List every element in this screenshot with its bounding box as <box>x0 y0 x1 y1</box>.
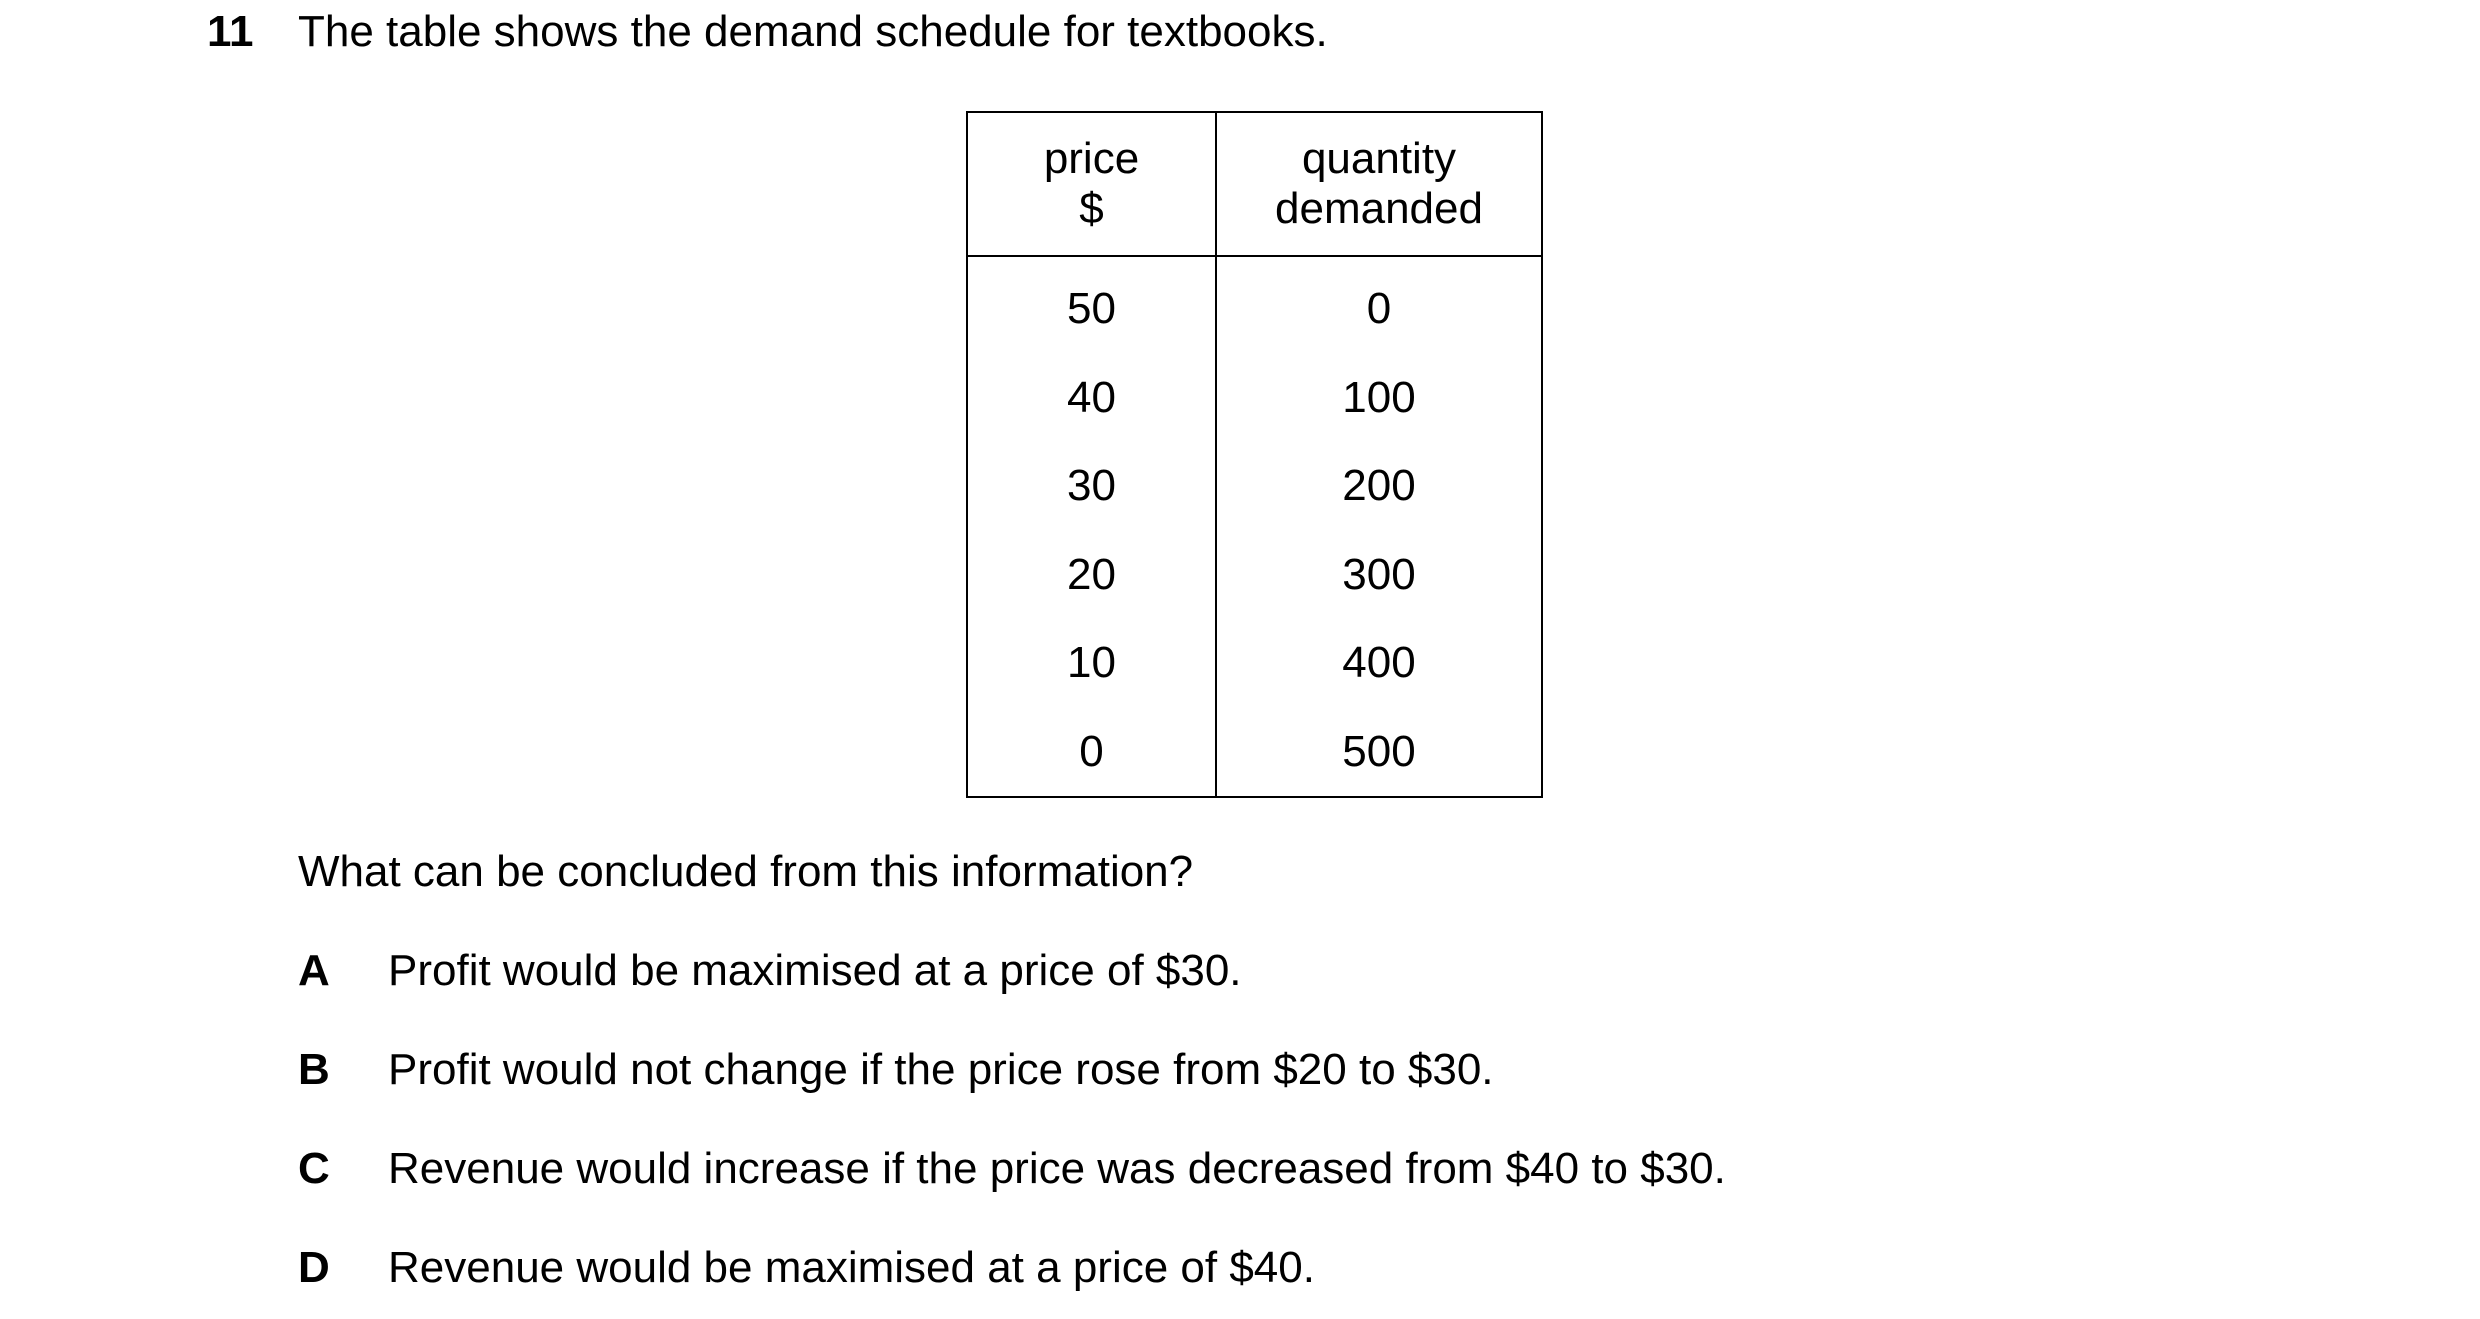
price-cell: 40 <box>967 354 1216 443</box>
option-text: Revenue would increase if the price was decreased from $40 to $30. <box>388 1144 1726 1193</box>
option-text: Profit would be maximised at a price of $30. <box>388 946 1242 995</box>
price-header-line-2: $ <box>1079 184 1104 233</box>
option-letter: A <box>298 946 330 995</box>
price-cell: 30 <box>967 442 1216 531</box>
table-row <box>967 619 1542 708</box>
table-row <box>967 708 1542 798</box>
table-row <box>967 442 1542 531</box>
quantity-cell: 100 <box>1216 354 1542 443</box>
price-cell: 10 <box>967 619 1216 708</box>
demand-schedule-table <box>966 111 1543 798</box>
price-cell: 0 <box>967 708 1216 798</box>
price-column-header <box>967 112 1216 256</box>
price-cell: 20 <box>967 531 1216 620</box>
table-row <box>967 354 1542 443</box>
question-prompt: What can be concluded from this information? <box>298 847 1194 896</box>
option-text: Profit would not change if the price rose from $20 to $30. <box>388 1045 1494 1094</box>
answer-option-c[interactable] <box>298 1139 1726 1199</box>
option-letter: C <box>298 1144 330 1193</box>
answer-option-a[interactable] <box>298 941 1242 1001</box>
question-stem: The table shows the demand schedule for textbooks. <box>298 7 1328 56</box>
quantity-column-header <box>1216 112 1542 256</box>
answer-option-d[interactable] <box>298 1238 1315 1298</box>
option-letter: B <box>298 1045 330 1094</box>
quantity-cell: 0 <box>1216 256 1542 354</box>
question-number: 11 <box>207 7 254 56</box>
quantity-cell: 400 <box>1216 619 1542 708</box>
table-header-row <box>967 112 1542 256</box>
option-text: Revenue would be maximised at a price of $40. <box>388 1243 1315 1292</box>
quantity-cell: 300 <box>1216 531 1542 620</box>
table-row <box>967 256 1542 354</box>
quantity-cell: 200 <box>1216 442 1542 531</box>
quantity-cell: 500 <box>1216 708 1542 798</box>
quantity-header-line-2: demanded <box>1275 184 1483 233</box>
answer-option-b[interactable] <box>298 1040 1494 1100</box>
table-row <box>967 531 1542 620</box>
price-cell: 50 <box>967 256 1216 354</box>
option-letter: D <box>298 1243 330 1292</box>
quantity-header-line-1: quantity <box>1301 134 1457 183</box>
price-header-line-1: price <box>1043 134 1140 183</box>
